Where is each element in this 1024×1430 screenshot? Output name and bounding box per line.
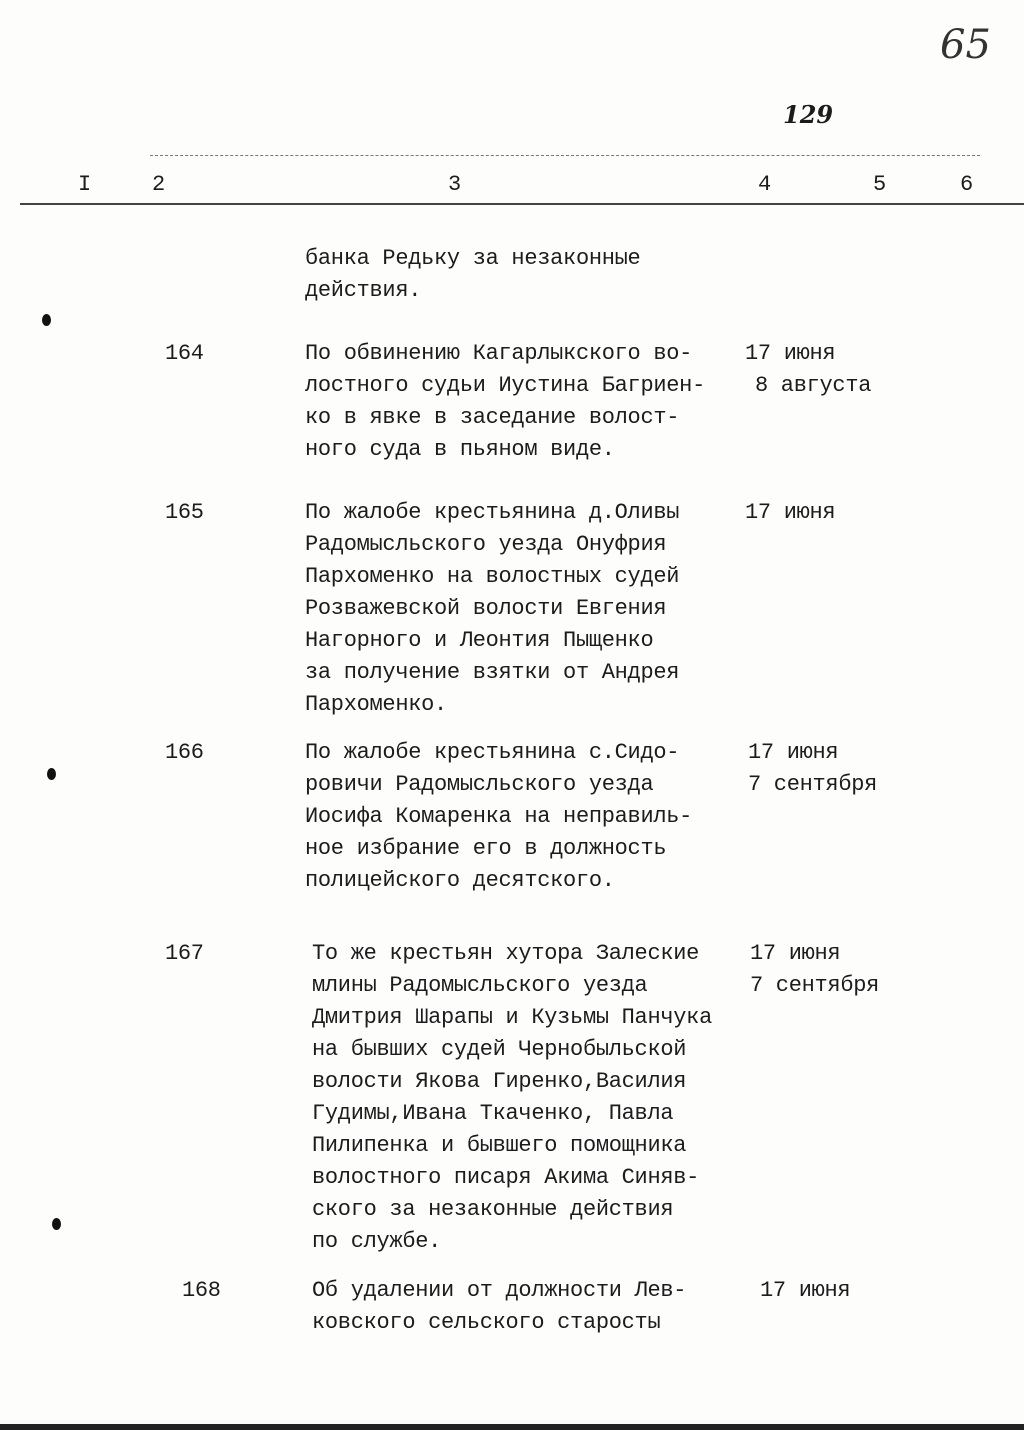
entry-dates: 17 июня — [745, 500, 836, 525]
entry-text: По обвинению Кагарлыкского во- лостного судьи Иустина Багриен- ко в явке в заседание волост- ного суда в пьяном виде. — [305, 341, 705, 462]
column-number-4: 4 — [758, 172, 772, 197]
entry-text: По жалобе крестьянина д.Оливы Радомысльского уезда Онуфрия Пархоменко на волостных судей Розважевской волости Евгения Нагорного и Леонтия Пыщенко за получение взятки от Андрея Пархоменко. — [305, 500, 680, 717]
archive-sheet-number: 65 — [940, 22, 991, 68]
page-number: 129 — [783, 100, 834, 129]
column-number-5: 5 — [873, 172, 887, 197]
column-number-2: 2 — [152, 172, 166, 197]
entry-dates: 17 июня 7 сентября — [748, 740, 878, 797]
entry-dates: 17 июня 8 августа — [745, 341, 872, 398]
entry-text: банка Редьку за незаконные действия. — [305, 246, 641, 303]
binding-hole-mark — [47, 768, 56, 780]
entry-text: По жалобе крестьянина с.Сидо- ровичи Радомысльского уезда Иосифа Комаренка на неправиль- ное избрание его в должность полицейского десятского. — [305, 740, 693, 893]
header-bottom-rule — [20, 203, 1024, 205]
entry-dates: 17 июня 7 сентября — [750, 941, 880, 998]
entry-number: 168 — [182, 1278, 221, 1303]
column-number-3: 3 — [448, 172, 462, 197]
entry-number: 166 — [165, 740, 204, 765]
entry-text: Об удалении от должности Лев- ковского сельского старосты — [312, 1278, 687, 1335]
entry-number: 164 — [165, 341, 204, 366]
column-number-1: I — [78, 172, 92, 197]
binding-hole-mark — [42, 314, 51, 326]
column-number-6: 6 — [960, 172, 974, 197]
entry-number: 165 — [165, 500, 204, 525]
page-bottom-edge — [0, 1424, 1024, 1430]
entry-text: То же крестьян хутора Залеские млины Радомысльского уезда Дмитрия Шарапы и Кузьмы Панчука на бывших судей Чернобыльской волости Якова Гиренко,Василия Гудимы,Ивана Ткаченко, Павла Пилипенка и бывшего помощника волостного писаря Акима Синяв- ского за незаконные действия по службе. — [312, 941, 712, 1254]
entry-dates: 17 июня — [760, 1278, 851, 1303]
binding-hole-mark — [52, 1218, 61, 1230]
header-top-rule — [150, 155, 980, 156]
entry-number: 167 — [165, 941, 204, 966]
